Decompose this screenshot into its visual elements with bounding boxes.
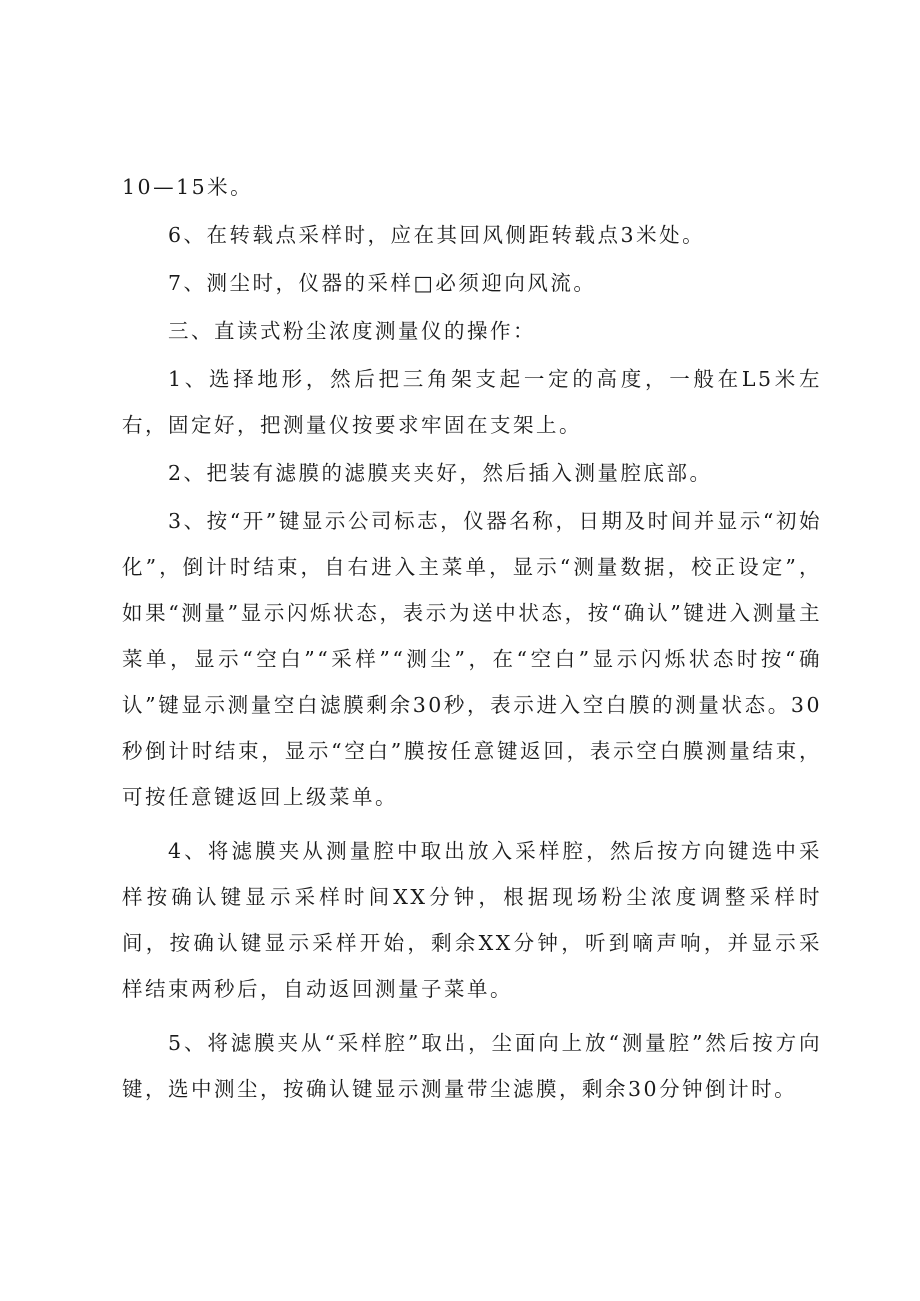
document-body [122,164,822,1112]
paragraph-step-4: 4、将滤膜夹从测量腔中取出放入采样腔，然后按方向键选中采样按确认键显示采样时间XX分钟，根据现场粉尘浓度调整采样时间，按确认键显示采样开始，剩余XX分钟，听到嘀声响，并显示采样结束两秒后，自动返回测量子菜单。 [122,839,822,1001]
paragraph-step-5: 5、将滤膜夹从“采样腔”取出，尘面向上放“测量腔”然后按方向键，选中测尘，按确认键显示测量带尘滤膜，剩余30分钟倒计时。 [122,1031,822,1101]
paragraph-step-1: 1、选择地形，然后把三角架支起一定的高度，一般在L5米左右，固定好，把测量仪按要求牢固在支架上。 [122,367,822,437]
paragraph-continuation: 10—15米。 [122,175,254,199]
section-heading-3: 三、直读式粉尘浓度测量仪的操作： [168,319,536,343]
paragraph-item-6: 6、在转载点采样时，应在其回风侧距转载点3米处。 [168,223,706,247]
paragraph-step-3: 3、按“开”键显示公司标志，仪器名称，日期及时间并显示“初始化”，倒计时结束，自右进入主菜单，显示“测量数据，校正设定”，如果“测量”显示闪烁状态，表示为送中状态，按“确认”键进入测量主菜单，显示“空白”“采样”“测尘”，在“空白”显示闪烁状态时按“确认”键显示测量空白滤膜剩余30秒，表示进入空白膜的测量状态。30秒倒计时结束，显示“空白”膜按任意键返回，表示空白膜测量结束，可按任意键返回上级菜单。 [122,509,822,809]
paragraph-item-7: 7、测尘时，仪器的采样□必须迎向风流。 [168,271,597,295]
paragraph-step-2: 2、把装有滤膜的滤膜夹夹好，然后插入测量腔底部。 [168,461,713,485]
